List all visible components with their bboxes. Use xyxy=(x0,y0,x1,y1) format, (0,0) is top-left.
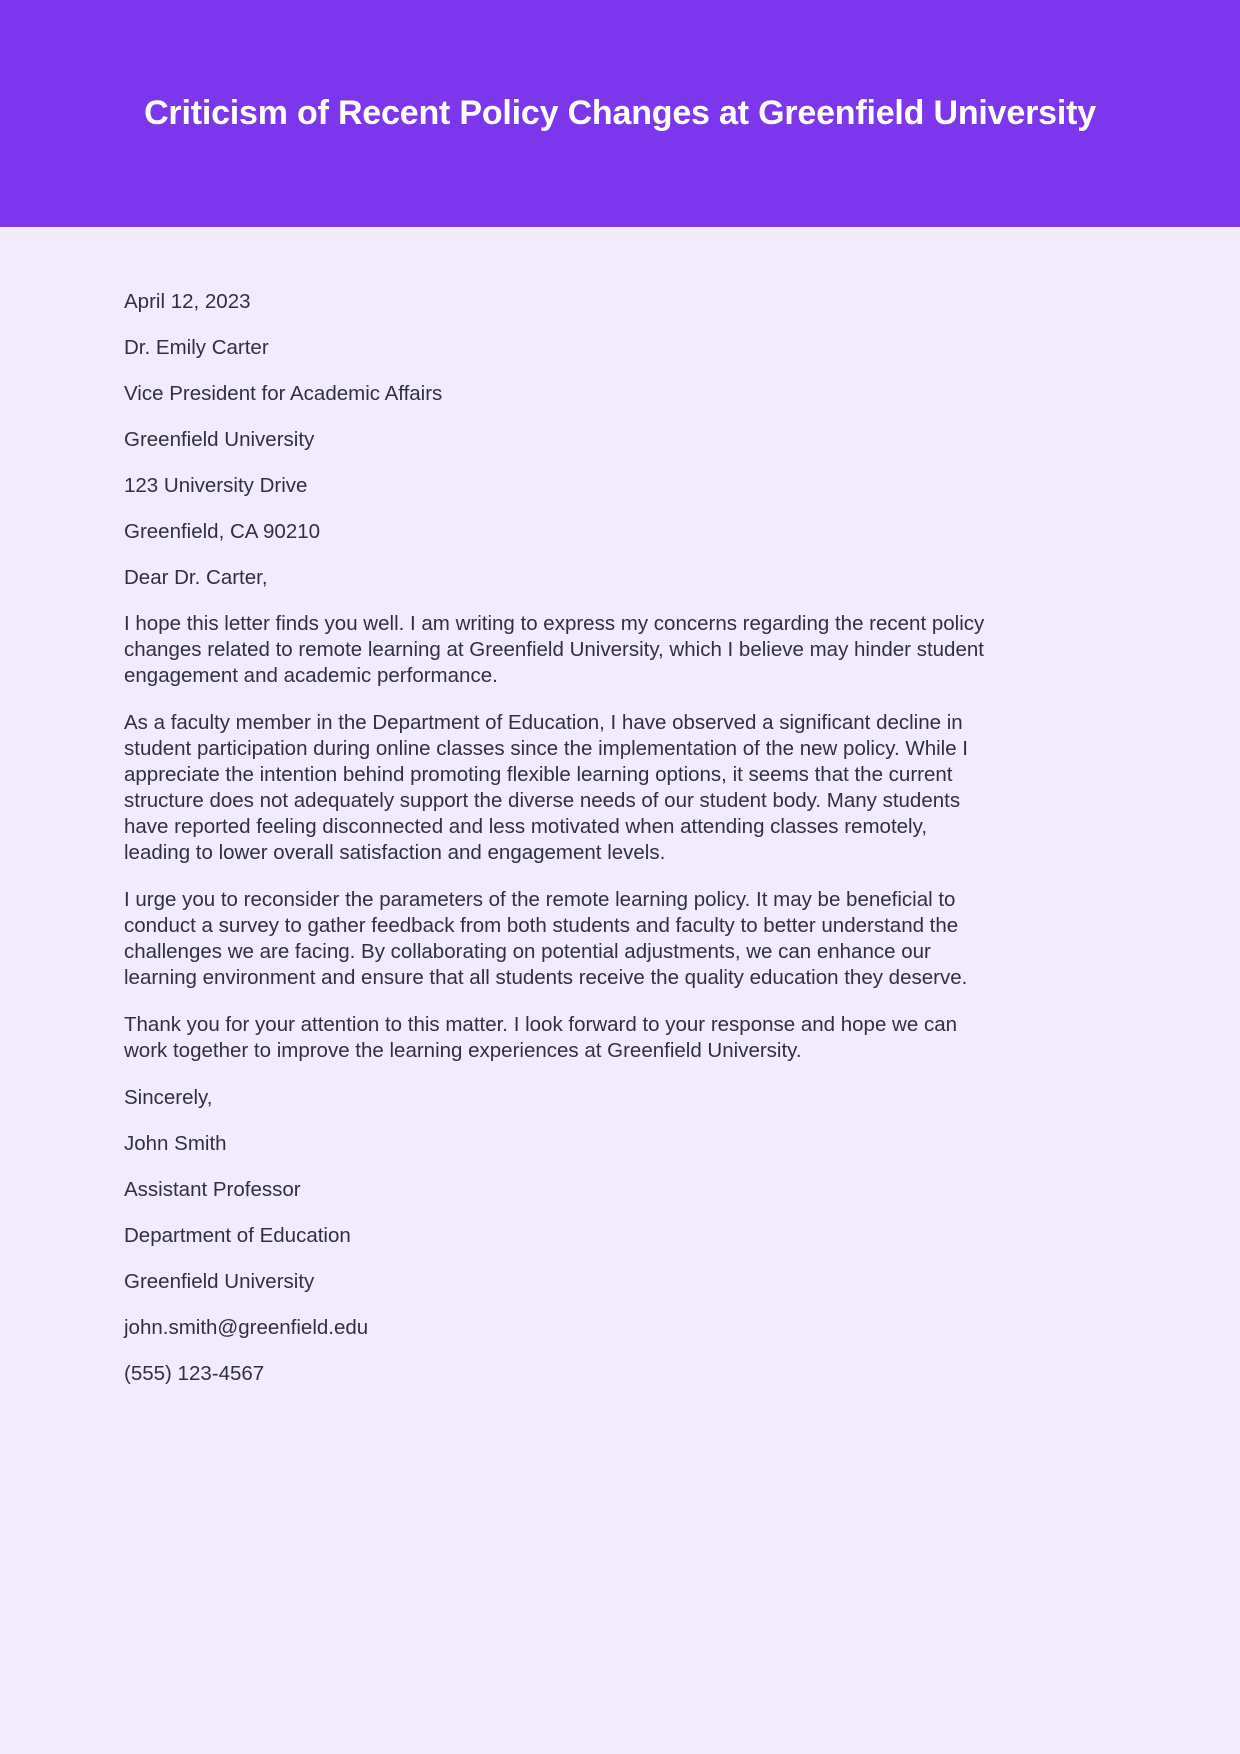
letter-content xyxy=(0,227,1240,1754)
signature-email: john.smith@greenfield.edu xyxy=(124,1316,369,1339)
body-paragraph-1: I hope this letter finds you well. I am writing to express my concerns regarding the recent policy changes related to remote learning at Greenfield University, which I believe may hinder student engagement and academic performance. xyxy=(124,612,985,687)
recipient-street: 123 University Drive xyxy=(124,474,308,497)
body-paragraph-3: I urge you to reconsider the parameters of the remote learning policy. It may be beneficial to conduct a survey to gather feedback from both students and faculty to better understand the challenges we are facing. By collaborating on potential adjustments, we can enhance our learning environment and ensure that all students receive the quality education they deserve. xyxy=(124,888,968,989)
signature-title: Assistant Professor xyxy=(124,1178,301,1201)
signature-organization: Greenfield University xyxy=(124,1270,315,1293)
body-paragraph-2: As a faculty member in the Department of Education, I have observed a significant decline in student participation during online classes since the implementation of the new policy. While I appreciate the intention behind promoting flexible learning options, it seems that the current structure does not adequately support the diverse needs of our student body. Many students have reported feeling disconnected and less motivated when attending classes remotely, leading to lower overall satisfaction and engagement levels. xyxy=(124,711,968,864)
page-header-banner xyxy=(0,0,1240,227)
page-title: Criticism of Recent Policy Changes at Greenfield University xyxy=(144,94,1096,133)
recipient-title: Vice President for Academic Affairs xyxy=(124,382,443,405)
signature-phone: (555) 123-4567 xyxy=(124,1362,265,1385)
letter-date: April 12, 2023 xyxy=(124,290,251,313)
signature-name: John Smith xyxy=(124,1132,227,1155)
closing: Sincerely, xyxy=(124,1086,213,1109)
signature-department: Department of Education xyxy=(124,1224,351,1247)
recipient-city-state-zip: Greenfield, CA 90210 xyxy=(124,520,321,543)
recipient-organization: Greenfield University xyxy=(124,428,315,451)
recipient-name: Dr. Emily Carter xyxy=(124,336,269,359)
body-paragraph-4: Thank you for your attention to this matter. I look forward to your response and hope we can work together to improve the learning experiences at Greenfield University. xyxy=(124,1013,957,1062)
salutation: Dear Dr. Carter, xyxy=(124,566,268,589)
